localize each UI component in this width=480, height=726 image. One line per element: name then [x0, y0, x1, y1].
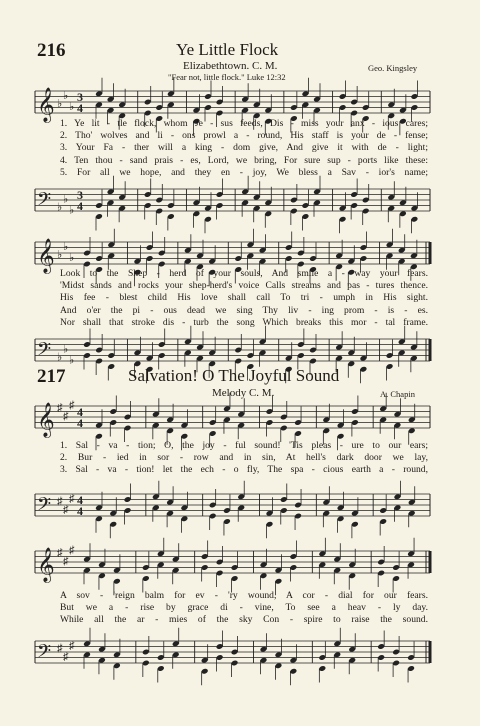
flat-sign-icon: ♭ — [69, 204, 75, 217]
time-signature-top: 4 — [77, 493, 83, 507]
verse-lyrics — [60, 118, 428, 179]
time-signature-bottom: 4 — [77, 199, 83, 213]
flat-sign-icon: ♭ — [63, 240, 69, 253]
verse-lyrics — [60, 440, 428, 477]
lyric-line: 2. Bur - ied in sor - row and in sin, At hell's dark door we lay, — [60, 452, 428, 464]
treble-clef-icon: 𝄞 — [37, 547, 55, 583]
bass-clef-icon: 𝄢 — [37, 494, 52, 520]
sharp-sign-icon: ♯ — [69, 399, 75, 412]
flat-sign-icon: ♭ — [69, 251, 75, 264]
sharp-sign-icon: ♯ — [57, 642, 63, 655]
flat-sign-icon: ♭ — [57, 201, 63, 214]
tune-name: Elizabethtown. C. M. — [183, 60, 278, 72]
time-signature-bottom: 4 — [77, 101, 83, 115]
treble-staff — [0, 545, 480, 595]
time-signature-bottom: 4 — [77, 416, 83, 430]
time-signature-top: 3 — [77, 90, 83, 104]
lyric-line: Nor shall that stroke dis - turb the song Which breaks this mor - tal frame. — [60, 316, 428, 328]
bass-clef-icon: 𝄢 — [37, 189, 52, 215]
lyric-line: 1. Sal - va - tion; O, the joy - ful sound! 'Tis pleas - ure to our ears; — [60, 440, 428, 451]
hymn-title: Ye Little Flock — [176, 40, 279, 59]
flat-sign-icon: ♭ — [63, 343, 69, 356]
time-signature-top: 3 — [77, 188, 83, 202]
lyric-line: His fee - blest child His love shall call To tri - umph in His sight. — [60, 292, 428, 304]
flat-sign-icon: ♭ — [69, 100, 75, 113]
treble-clef-icon: 𝄞 — [37, 87, 55, 123]
sharp-sign-icon: ♯ — [69, 639, 75, 652]
flat-sign-icon: ♭ — [57, 98, 63, 110]
flat-sign-icon: ♭ — [57, 249, 63, 261]
scripture-reference: "Fear not, little flock." Luke 12:32 — [168, 72, 286, 82]
bass-staff — [0, 488, 480, 538]
hymn-number: 216 — [37, 40, 66, 61]
sharp-sign-icon: ♯ — [63, 650, 69, 663]
flat-sign-icon: ♭ — [69, 354, 75, 367]
lyric-line: 'Midst sands and rocks your shep-herd's voice Calls streams and pas - tures thence. — [60, 280, 428, 292]
treble-clef-icon: 𝄞 — [37, 238, 55, 274]
bass-staff — [0, 635, 480, 685]
tune-name: Melody C. M. — [212, 387, 275, 399]
lyric-line: A sov - 'reign balm for ev - 'ry wound, A cor - dial for our fears. — [60, 590, 428, 601]
lyric-line: 2. Tho' wolves and li - ons prowl a - round, His staff is your de - fense; — [60, 130, 428, 142]
time-signature-top: 4 — [77, 405, 83, 419]
time-signature-bottom: 4 — [77, 504, 83, 518]
sharp-sign-icon: ♯ — [57, 495, 63, 508]
sharp-sign-icon: ♯ — [57, 402, 63, 414]
lyric-line: While all the ar - mies of the sky Con - spire to raise the sound. — [60, 614, 428, 626]
bass-clef-icon: 𝄢 — [37, 641, 52, 667]
lyric-line: 3. Sal - va - tion! let the ech - o fly, The spa - cious earth a - round, — [60, 464, 428, 476]
bass-staff — [0, 183, 480, 233]
treble-clef-icon: 𝄞 — [37, 402, 55, 438]
flat-sign-icon: ♭ — [63, 89, 69, 102]
lyric-line: But we a - rise by grace di - vine, To see a heav - ly day. — [60, 602, 428, 614]
bass-clef-icon: 𝄢 — [37, 339, 52, 365]
lyric-line: Look to the Shep - herd of your souls, And smile a - way your fears. — [60, 268, 428, 279]
lyric-line: 5. For all we hope, and they en - joy, We bless a Sav - ior's name; — [60, 166, 428, 178]
verse-lyrics — [60, 590, 428, 627]
sharp-sign-icon: ♯ — [69, 544, 75, 557]
sharp-sign-icon: ♯ — [63, 503, 69, 516]
composer-credit: A. Chapin — [380, 389, 415, 399]
sharp-sign-icon: ♯ — [63, 410, 69, 423]
lyric-line: 1. Ye lit - tle flock, whom Je - sus feeds, Dis - miss your anx - ious cares; — [60, 118, 428, 129]
verse-lyrics — [60, 268, 428, 329]
lyric-line: 4. Ten thou - sand prais - es, Lord, we bring, For sure sup - ports like these: — [60, 154, 428, 166]
hymn-number: 217 — [37, 366, 66, 387]
composer-credit: Geo. Kingsley — [368, 63, 418, 73]
lyric-line: 3. Your Fa - ther will a king - dom give, And give it with de - light; — [60, 142, 428, 154]
flat-sign-icon: ♭ — [57, 351, 63, 364]
lyric-line: And o'er the pi - ous dead we sing Thy liv - ing prom - is - es. — [60, 304, 428, 316]
sharp-sign-icon: ♯ — [63, 555, 69, 568]
hymn-title: Salvation! O The Joyful Sound — [128, 366, 340, 385]
sharp-sign-icon: ♯ — [69, 492, 75, 505]
flat-sign-icon: ♭ — [63, 193, 69, 206]
sharp-sign-icon: ♯ — [57, 547, 63, 559]
